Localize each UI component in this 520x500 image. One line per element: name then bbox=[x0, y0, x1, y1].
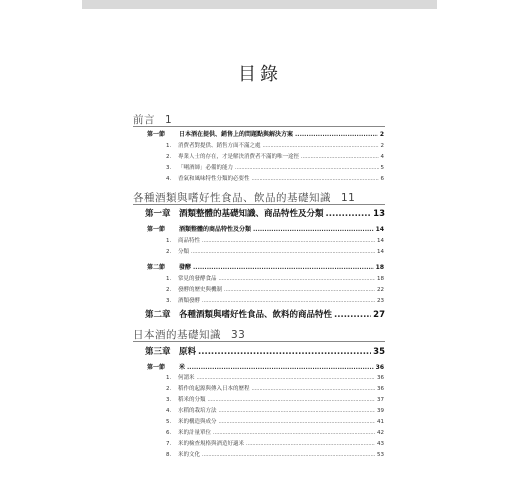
toc-entry-item[interactable] bbox=[166, 395, 384, 403]
entry-page: 14 bbox=[375, 226, 384, 233]
entry-page: 18 bbox=[375, 264, 384, 271]
toc-entry-item[interactable] bbox=[166, 296, 384, 304]
toc-entry-section[interactable] bbox=[147, 362, 384, 371]
toc-entry-item[interactable] bbox=[166, 439, 384, 447]
toc-entry-item[interactable] bbox=[166, 285, 384, 293]
entry-title: 水稻的栽培方法 bbox=[178, 408, 217, 414]
leader-dots bbox=[219, 276, 375, 282]
toc-entry-item[interactable] bbox=[166, 428, 384, 436]
part-rule bbox=[133, 204, 385, 205]
leader-dots bbox=[301, 154, 378, 160]
leader-dots bbox=[197, 375, 375, 381]
entry-title: 商品特性 bbox=[178, 238, 201, 244]
entry-page: 6 bbox=[380, 176, 384, 182]
toc-entry-item[interactable] bbox=[166, 174, 384, 182]
entry-label: 8. bbox=[166, 452, 172, 458]
entry-title: 原料 bbox=[179, 347, 197, 357]
entry-page: 13 bbox=[373, 209, 385, 219]
entry-title: 發酵 bbox=[179, 264, 192, 271]
entry-title: 酒類整體的商品特性及分類 bbox=[179, 226, 252, 233]
entry-page: 14 bbox=[377, 249, 384, 255]
entry-label: 第一節 bbox=[147, 364, 166, 371]
entry-label: 2. bbox=[166, 386, 172, 392]
toc-entry-section[interactable] bbox=[147, 129, 384, 138]
entry-page: 23 bbox=[377, 298, 384, 304]
entry-page: 5 bbox=[380, 165, 384, 171]
entry-label: 3. bbox=[166, 298, 172, 304]
entry-title: 稻米的分類 bbox=[178, 397, 206, 403]
leader-dots bbox=[191, 249, 375, 255]
toc-entry-item[interactable] bbox=[166, 274, 384, 282]
leader-dots bbox=[202, 298, 375, 304]
entry-label: 2. bbox=[166, 154, 172, 160]
leader-dots bbox=[252, 386, 375, 392]
entry-title: 米的計量單位 bbox=[178, 430, 212, 436]
entry-label: 第二節 bbox=[147, 264, 166, 271]
toc-entry-chapter[interactable] bbox=[145, 308, 385, 320]
entry-title: 發酵的歷史與機制 bbox=[178, 287, 223, 293]
entry-title: 「唎酒師」必備的能力 bbox=[178, 165, 234, 171]
leader-dots bbox=[219, 408, 375, 414]
part-rule bbox=[133, 341, 385, 342]
part-heading bbox=[133, 327, 245, 342]
entry-title: 米的檢查規格與酒造好適米 bbox=[178, 441, 245, 447]
toc-entry-item[interactable] bbox=[166, 141, 384, 149]
entry-title: 消費者對提供、銷售方面不滿之處 bbox=[178, 143, 261, 149]
leader-dots bbox=[202, 452, 375, 458]
leader-dots bbox=[295, 131, 378, 138]
entry-label: 第一節 bbox=[147, 131, 166, 138]
entry-label: 2. bbox=[166, 287, 172, 293]
part-name: 各種酒類與嗜好性食品、飲品的基礎知識 bbox=[133, 192, 331, 204]
entry-page: 43 bbox=[377, 441, 384, 447]
leader-dots bbox=[246, 441, 375, 447]
entry-label: 3. bbox=[166, 397, 172, 403]
leader-dots bbox=[224, 287, 375, 293]
entry-title: 香氣和風味特性分類的必要性 bbox=[178, 176, 250, 182]
entry-label: 4. bbox=[166, 176, 172, 182]
toc-entry-chapter[interactable] bbox=[145, 207, 385, 219]
entry-page: 36 bbox=[377, 375, 384, 381]
toc-entry-item[interactable] bbox=[166, 417, 384, 425]
leader-dots bbox=[263, 143, 379, 149]
entry-label: 第一節 bbox=[147, 226, 166, 233]
part-page: 1 bbox=[165, 114, 173, 126]
leader-dots bbox=[334, 310, 371, 320]
entry-label: 1. bbox=[166, 143, 172, 149]
leader-dots bbox=[208, 397, 375, 403]
entry-page: 18 bbox=[377, 276, 384, 282]
entry-label: 1. bbox=[166, 276, 172, 282]
entry-label: 6. bbox=[166, 430, 172, 436]
entry-title: 米 bbox=[179, 364, 186, 371]
part-name: 前言 bbox=[133, 114, 155, 126]
entry-page: 37 bbox=[377, 397, 384, 403]
entry-label: 5. bbox=[166, 419, 172, 425]
entry-page: 2 bbox=[379, 131, 384, 138]
toc-entry-section[interactable] bbox=[147, 262, 384, 271]
entry-label: 第三章 bbox=[145, 347, 171, 357]
entry-label: 4. bbox=[166, 408, 172, 414]
entry-label: 7. bbox=[166, 441, 172, 447]
toc-entry-item[interactable] bbox=[166, 406, 384, 414]
leader-dots bbox=[187, 364, 374, 371]
entry-title: 日本酒在提供、銷售上的問題點與解決方案 bbox=[179, 131, 294, 138]
top-gray-bar bbox=[82, 0, 437, 9]
entry-page: 42 bbox=[377, 430, 384, 436]
entry-page: 14 bbox=[377, 238, 384, 244]
toc-entry-section[interactable] bbox=[147, 224, 384, 233]
entry-title: 何謂米 bbox=[178, 375, 195, 381]
entry-title: 各種酒類與嗜好性食品、飲料的商品特性 bbox=[179, 310, 333, 320]
entry-page: 53 bbox=[377, 452, 384, 458]
page-title: 目錄 bbox=[238, 64, 282, 85]
entry-page: 27 bbox=[373, 310, 385, 320]
entry-label: 1. bbox=[166, 375, 172, 381]
entry-title: 稻作的起源與傳入日本的歷程 bbox=[178, 386, 250, 392]
entry-label: 第一章 bbox=[145, 209, 171, 219]
entry-page: 36 bbox=[377, 386, 384, 392]
entry-page: 22 bbox=[377, 287, 384, 293]
entry-label: 2. bbox=[166, 249, 172, 255]
entry-page: 35 bbox=[373, 347, 385, 357]
entry-title: 分類 bbox=[178, 249, 190, 255]
toc-entry-item[interactable] bbox=[166, 163, 384, 171]
leader-dots bbox=[252, 176, 379, 182]
toc-entry-item[interactable] bbox=[166, 384, 384, 392]
leader-dots bbox=[253, 226, 374, 233]
toc-entry-chapter[interactable] bbox=[145, 345, 385, 357]
entry-title: 酒類整體的基礎知識、商品特性及分類 bbox=[179, 209, 324, 219]
toc-entry-item[interactable] bbox=[166, 373, 384, 381]
entry-title: 常見的發酵食品 bbox=[178, 276, 217, 282]
entry-title: 酒類發酵 bbox=[178, 298, 201, 304]
entry-title: 專業人士的存在，才是解決消費者不滿的唯一途徑 bbox=[178, 154, 300, 160]
toc-entry-item[interactable] bbox=[166, 247, 384, 255]
entry-page: 41 bbox=[377, 419, 384, 425]
leader-dots bbox=[202, 238, 375, 244]
part-rule bbox=[133, 126, 385, 127]
leader-dots bbox=[213, 430, 375, 436]
entry-title: 米的構造與成分 bbox=[178, 419, 217, 425]
entry-label: 3. bbox=[166, 165, 172, 171]
entry-page: 39 bbox=[377, 408, 384, 414]
leader-dots bbox=[198, 347, 371, 357]
leader-dots bbox=[235, 165, 378, 171]
part-heading bbox=[133, 190, 355, 205]
entry-page: 36 bbox=[375, 364, 384, 371]
entry-label: 1. bbox=[166, 238, 172, 244]
toc-entry-item[interactable] bbox=[166, 236, 384, 244]
entry-title: 米的文化 bbox=[178, 452, 201, 458]
part-name: 日本酒的基礎知識 bbox=[133, 329, 221, 341]
entry-page: 2 bbox=[380, 143, 384, 149]
part-page: 33 bbox=[231, 329, 246, 341]
leader-dots bbox=[219, 419, 375, 425]
part-page: 11 bbox=[341, 192, 356, 204]
toc-entry-item[interactable] bbox=[166, 450, 384, 458]
leader-dots bbox=[326, 209, 372, 219]
toc-entry-item[interactable] bbox=[166, 152, 384, 160]
entry-page: 4 bbox=[380, 154, 384, 160]
part-heading bbox=[133, 112, 172, 127]
entry-label: 第二章 bbox=[145, 310, 171, 320]
leader-dots bbox=[193, 264, 374, 271]
